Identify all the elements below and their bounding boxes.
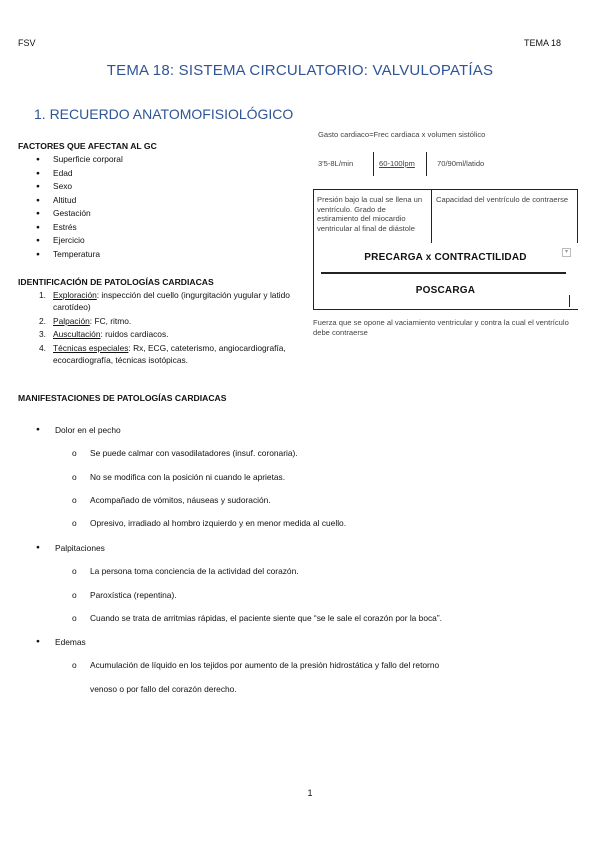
list-item: ● Ejercicio — [53, 234, 123, 248]
section-heading-1: 1. RECUERDO ANATOMOFISIOLÓGICO — [34, 106, 294, 122]
list-item: ● Altitud — [53, 194, 123, 208]
list-item: 4. Técnicas especiales: Rx, ECG, cateterismo, angiocardiografía, ecocardiografía, técnicas isotópicas. — [39, 342, 286, 365]
list-item: o La persona toma conciencia de la actividad del corazón. — [72, 566, 299, 576]
identification-list — [39, 289, 303, 367]
list-item: o Cuando se trata de arritmias rápidas, el paciente siente que “se le sale el corazón por la boca”. — [72, 613, 442, 623]
factors-list — [53, 153, 123, 261]
list-item: 3. Auscultación: ruidos cardiacos. — [39, 329, 169, 339]
list-item: o Opresivo, irradiado al hombro izquierdo y en menor medida al cuello. — [72, 518, 347, 528]
list-item: 2. Palpación: FC, ritmo. — [39, 315, 132, 326]
contractility-definition: Capacidad del ventrículo de contraerse — [436, 195, 569, 204]
list-item: o Acompañado de vómitos, náuseas y sudoración. — [72, 495, 271, 505]
range-frequency: 60-100lpm — [379, 159, 415, 168]
preload-contractility-bar: PRECARGA x CONTRACTILIDAD — [364, 252, 527, 263]
factors-heading: FACTORES QUE AFECTAN AL GC — [18, 141, 157, 151]
header-right: TEMA 18 — [524, 38, 562, 48]
formula-text: Gasto cardiaco=Frec cardiaca x volumen sistólico — [318, 130, 486, 139]
list-item: ● Gestación — [53, 207, 123, 221]
manifestations-heading: MANIFESTACIONES DE PATOLOGÍAS CARDIACAS — [18, 393, 227, 403]
header-left: FSV — [18, 38, 36, 48]
range-volume: 70/90ml/latido — [437, 159, 485, 168]
manifestation-chest-pain: ● Dolor en el pecho — [36, 425, 121, 435]
list-item: o Se puede calmar con vasodilatadores (insuf. coronaria). — [72, 448, 298, 458]
list-item: ● Edad — [53, 167, 123, 181]
manifestation-edema: ● Edemas — [36, 637, 86, 647]
list-item: o Paroxística (repentina). — [72, 590, 177, 600]
list-item: o Acumulación de líquido en los tejidos por aumento de la presión hidrostática y fallo del retorno — [72, 660, 440, 670]
afterload-bar: POSCARGA — [415, 285, 476, 296]
cardiac-output-diagram — [313, 128, 578, 343]
afterload-definition: Fuerza que se opone al vaciamiento ventricular y contra la cual el ventrículo debe contraerse — [313, 318, 569, 337]
list-item: ● Estrés — [53, 221, 123, 235]
range-total: 3'5-8L/min — [318, 159, 354, 168]
list-item: 1. Exploración: inspección del cuello (ingurgitación yugular y latido carotídeo) — [39, 290, 290, 312]
scroll-indicator: ▾ — [562, 248, 571, 257]
list-item: ● Superficie corporal — [53, 153, 123, 167]
list-item: ● Sexo — [53, 180, 123, 194]
list-item: ● Temperatura — [53, 248, 123, 262]
list-item-continuation: venoso o por fallo del corazón derecho. — [90, 684, 237, 694]
page-number: 1 — [307, 788, 313, 798]
preload-definition: Presión bajo la cual se llena un ventrículo. Grado de estiramiento del miocardio ventricular al final de diástole — [317, 195, 423, 233]
list-item: o No se modifica con la posición ni cuando le aprietas. — [72, 472, 286, 482]
document-title: TEMA 18: SISTEMA CIRCULATORIO: VALVULOPATÍAS — [106, 62, 494, 79]
manifestation-palpitations: ● Palpitaciones — [36, 543, 105, 553]
identification-heading: IDENTIFICACIÓN DE PATOLOGÍAS CARDIACAS — [18, 277, 214, 287]
